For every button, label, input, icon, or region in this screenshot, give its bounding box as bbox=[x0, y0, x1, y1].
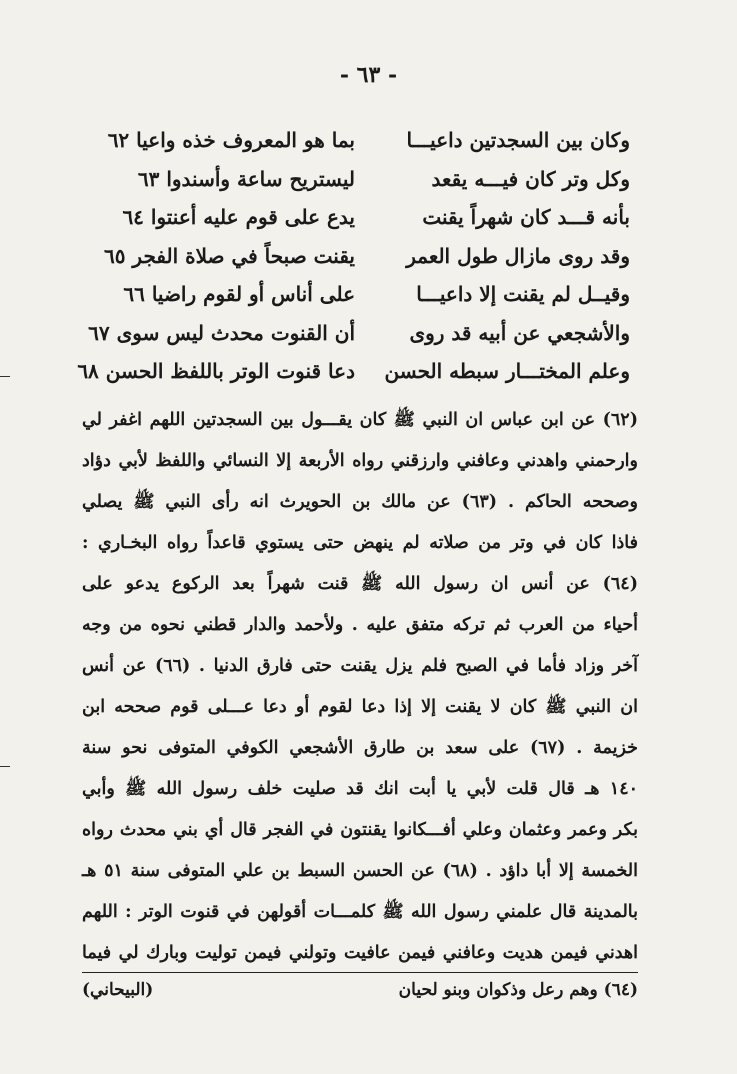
footnote-source: (البيحاني) bbox=[82, 980, 154, 1000]
scan-edge-mark bbox=[0, 766, 10, 767]
commentary-line: فاذا كان في وتر من صلاته لم ينهض حتى يستوي قاعداً رواه البخـاري : bbox=[82, 533, 638, 553]
commentary-line: وصححه الحاكم . (٦٣) عن مالك بن الحويرث انه رأى النبي ﷺ يصلي bbox=[82, 492, 638, 512]
verse-second-hemistich: يدع على قوم عليه أعنتوا ٦٤ bbox=[122, 205, 355, 229]
footnote bbox=[82, 980, 638, 1000]
poem-verse bbox=[90, 244, 630, 283]
commentary-text bbox=[82, 400, 638, 974]
commentary-line: آخر وزاد فأما في الصبح فلم يزل يقنت حتى فارق الدنيا . (٦٦) عن أنس bbox=[82, 656, 638, 676]
verse-first-hemistich: وكان بين السجدتين داعيـــا bbox=[406, 128, 630, 152]
commentary-line: خزيمة . (٦٧) على سعد بن طارق الأشجعي الكوفي المتوفى نحو سنة bbox=[82, 738, 638, 758]
poem-verse bbox=[90, 128, 630, 167]
verse-second-hemistich: يقنت صبحاً في صلاة الفجر ٦٥ bbox=[103, 243, 355, 268]
commentary-line: وارحمني واهدني وعافني وارزقني رواه الأربعة إلا النسائي واللفظ لأبي دؤاد bbox=[82, 451, 638, 471]
commentary-line: ان النبي ﷺ كان لا يقنت إلا إذا دعا لقوم أو دعا عـــلى قوم صححه ابن bbox=[82, 697, 638, 717]
verse-second-hemistich: أن القنوت محدث ليس سوى ٦٧ bbox=[88, 320, 355, 345]
commentary-line: الخمسة إلا أبا داؤد . (٦٨) عن الحسن السبط بن علي المتوفى سنة ٥١ هـ bbox=[82, 861, 638, 881]
verse-second-hemistich: على أناس أو لقوم راضيا ٦٦ bbox=[123, 282, 355, 306]
commentary-line: بكر وعمر وعثمان وعلي أفـــكانوا يقنتون في الفجر قال أي بني محدث رواه bbox=[82, 820, 638, 840]
commentary-line: (٦٤) عن أنس ان رسول الله ﷺ قنت شهراً بعد الركوع يدعو على bbox=[82, 574, 638, 594]
verse-first-hemistich: وقيــل لم يقنت إلا داعيـــا bbox=[416, 282, 630, 306]
verse-first-hemistich: وقد روى مازال طول العمر bbox=[406, 243, 630, 268]
verse-first-hemistich: بأنه قـــد كان شهراً يقنت bbox=[422, 205, 630, 229]
poem-verse bbox=[90, 282, 630, 321]
scan-edge-mark bbox=[0, 376, 10, 377]
commentary-line: بالمدينة قال علمني رسول الله ﷺ كلمـــات أقولهن في قنوت الوتر : اللهم bbox=[82, 902, 638, 922]
verse-second-hemistich: بما هو المعروف خذه واعيا ٦٢ bbox=[107, 128, 355, 152]
verse-first-hemistich: والأشجعي عن أبيه قد روى bbox=[409, 320, 630, 345]
verse-second-hemistich: ليستريح ساعة وأسندوا ٦٣ bbox=[137, 166, 355, 191]
poem-verse bbox=[77, 359, 630, 398]
commentary-line: ١٤٠ هـ قال قلت لأبي يا أبت انك قد صليت خلف رسول الله ﷺ وأبي bbox=[82, 779, 638, 799]
footnote-text: (٦٤) وهم رعل وذكوان وبنو لحيان bbox=[398, 980, 638, 1000]
poem-verse bbox=[90, 167, 630, 206]
commentary-line: اهدني فيمن هديت وعافني فيمن عافيت وتولني فيمن توليت وبارك لي فيما bbox=[82, 943, 638, 963]
verse-first-hemistich: وكل وتر كان فيـــه يقعد bbox=[431, 166, 630, 191]
poem-block bbox=[77, 128, 630, 398]
commentary-line: (٦٢) عن ابن عباس ان النبي ﷺ كان يقـــول بين السجدتين اللهم اغفر لي bbox=[82, 410, 638, 430]
footnote-divider bbox=[82, 972, 638, 973]
verse-second-hemistich: دعا قنوت الوتر باللفظ الحسن ٦٨ bbox=[77, 359, 355, 383]
poem-verse bbox=[90, 205, 630, 244]
page-number: - ٦٣ - bbox=[339, 62, 398, 88]
commentary-line: أحياء من العرب ثم تركه متفق عليه . ولأحمد والدار قطني نحوه من وجه bbox=[82, 615, 638, 635]
verse-first-hemistich: وعلم المختـــار سبطه الحسن bbox=[384, 359, 630, 383]
poem-verse bbox=[90, 321, 630, 360]
